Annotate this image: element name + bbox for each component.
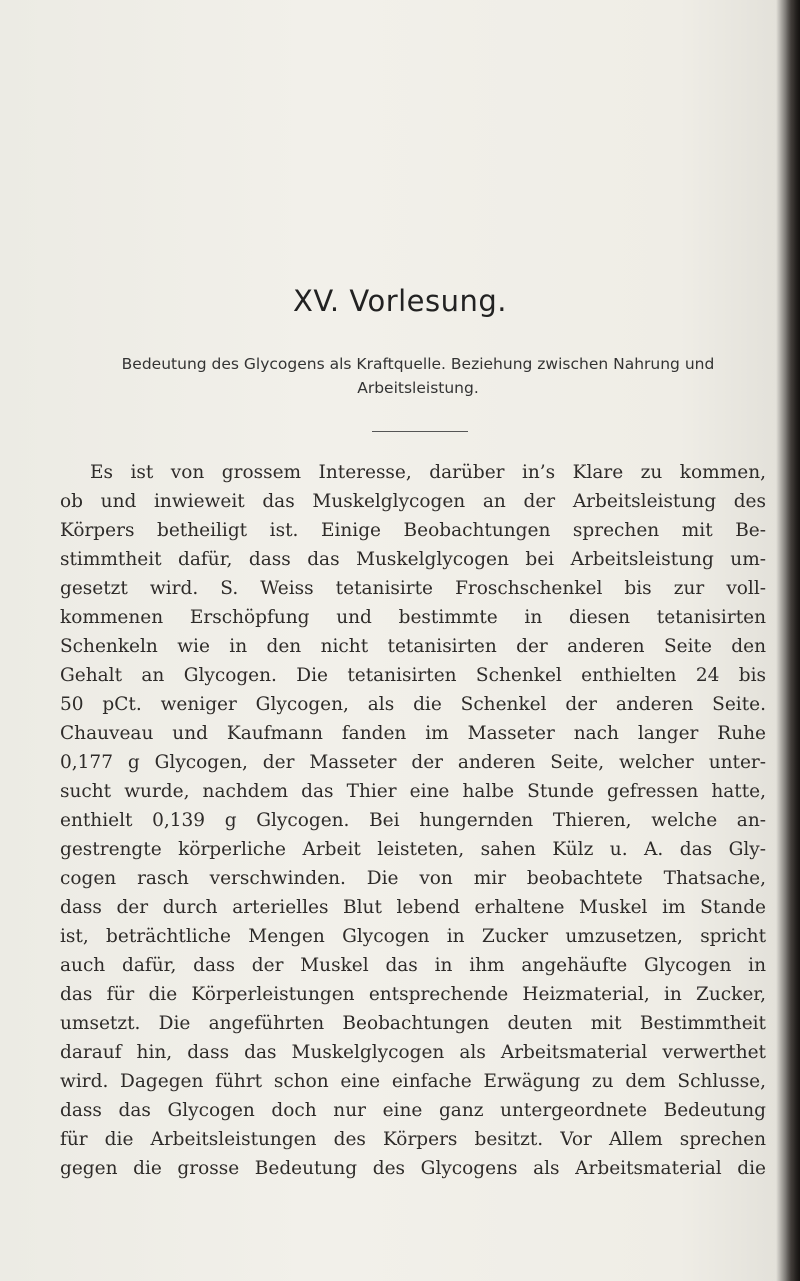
text-line: auch dafür, dass der Muskel das in ihm angehäufte Glycogen in — [60, 955, 766, 976]
text-line: stimmtheit dafür, dass das Muskelglycogen bei Arbeitsleistung um- — [60, 549, 766, 570]
text-line: kommenen Erschöpfung und bestimmte in diesen tetanisirten — [60, 607, 766, 628]
text-line: cogen rasch verschwinden. Die von mir beobachtete Thatsache, — [60, 868, 766, 889]
text-line: ob und inwieweit das Muskelglycogen an der Arbeitsleistung des — [60, 491, 766, 512]
section-divider — [372, 431, 468, 432]
text-line: Es ist von grossem Interesse, darüber in’s Klare zu kommen, — [90, 462, 766, 483]
chapter-summary: Bedeutung des Glycogens als Kraftquelle. Beziehung zwischen Nahrung und Arbeitsleistung. — [121, 355, 715, 397]
text-line: gegen die grosse Bedeutung des Glycogens als Arbeitsmaterial die — [60, 1158, 766, 1179]
text-line: dass das Glycogen doch nur eine ganz untergeordnete Bedeutung — [60, 1100, 766, 1121]
text-line: darauf hin, dass das Muskelglycogen als Arbeitsmaterial verwerthet — [60, 1042, 766, 1063]
text-line: dass der durch arterielles Blut lebend erhaltene Muskel im Stande — [60, 897, 766, 918]
text-line: gesetzt wird. S. Weiss tetanisirte Froschschenkel bis zur voll- — [60, 578, 766, 599]
text-line: 0,177 g Glycogen, der Masseter der anderen Seite, welcher unter- — [60, 752, 766, 773]
text-line: 50 pCt. weniger Glycogen, als die Schenkel der anderen Seite. — [60, 694, 766, 715]
chapter-title: XV. Vorlesung. — [292, 284, 508, 318]
text-line: Chauveau und Kaufmann fanden im Masseter nach langer Ruhe — [60, 723, 766, 744]
body-text — [60, 458, 766, 1183]
text-line: ist, beträchtliche Mengen Glycogen in Zucker umzusetzen, spricht — [60, 926, 766, 947]
text-line: Gehalt an Glycogen. Die tetanisirten Schenkel enthielten 24 bis — [60, 665, 766, 686]
text-line: Schenkeln wie in den nicht tetanisirten der anderen Seite den — [60, 636, 766, 657]
text-line: enthielt 0,139 g Glycogen. Bei hungernden Thieren, welche an- — [60, 810, 766, 831]
text-line: gestrengte körperliche Arbeit leisteten, sahen Külz u. A. das Gly- — [60, 839, 766, 860]
text-line: für die Arbeitsleistungen des Körpers besitzt. Vor Allem sprechen — [60, 1129, 766, 1150]
text-line: sucht wurde, nachdem das Thier eine halbe Stunde gefressen hatte, — [60, 781, 766, 802]
page-edge-shadow — [786, 0, 800, 1281]
text-line: wird. Dagegen führt schon eine einfache Erwägung zu dem Schlusse, — [60, 1071, 766, 1092]
text-line: umsetzt. Die angeführten Beobachtungen deuten mit Bestimmtheit — [60, 1013, 766, 1034]
text-line: das für die Körperleistungen entsprechende Heizmaterial, in Zucker, — [60, 984, 766, 1005]
text-line: Körpers betheiligt ist. Einige Beobachtungen sprechen mit Be- — [60, 520, 766, 541]
